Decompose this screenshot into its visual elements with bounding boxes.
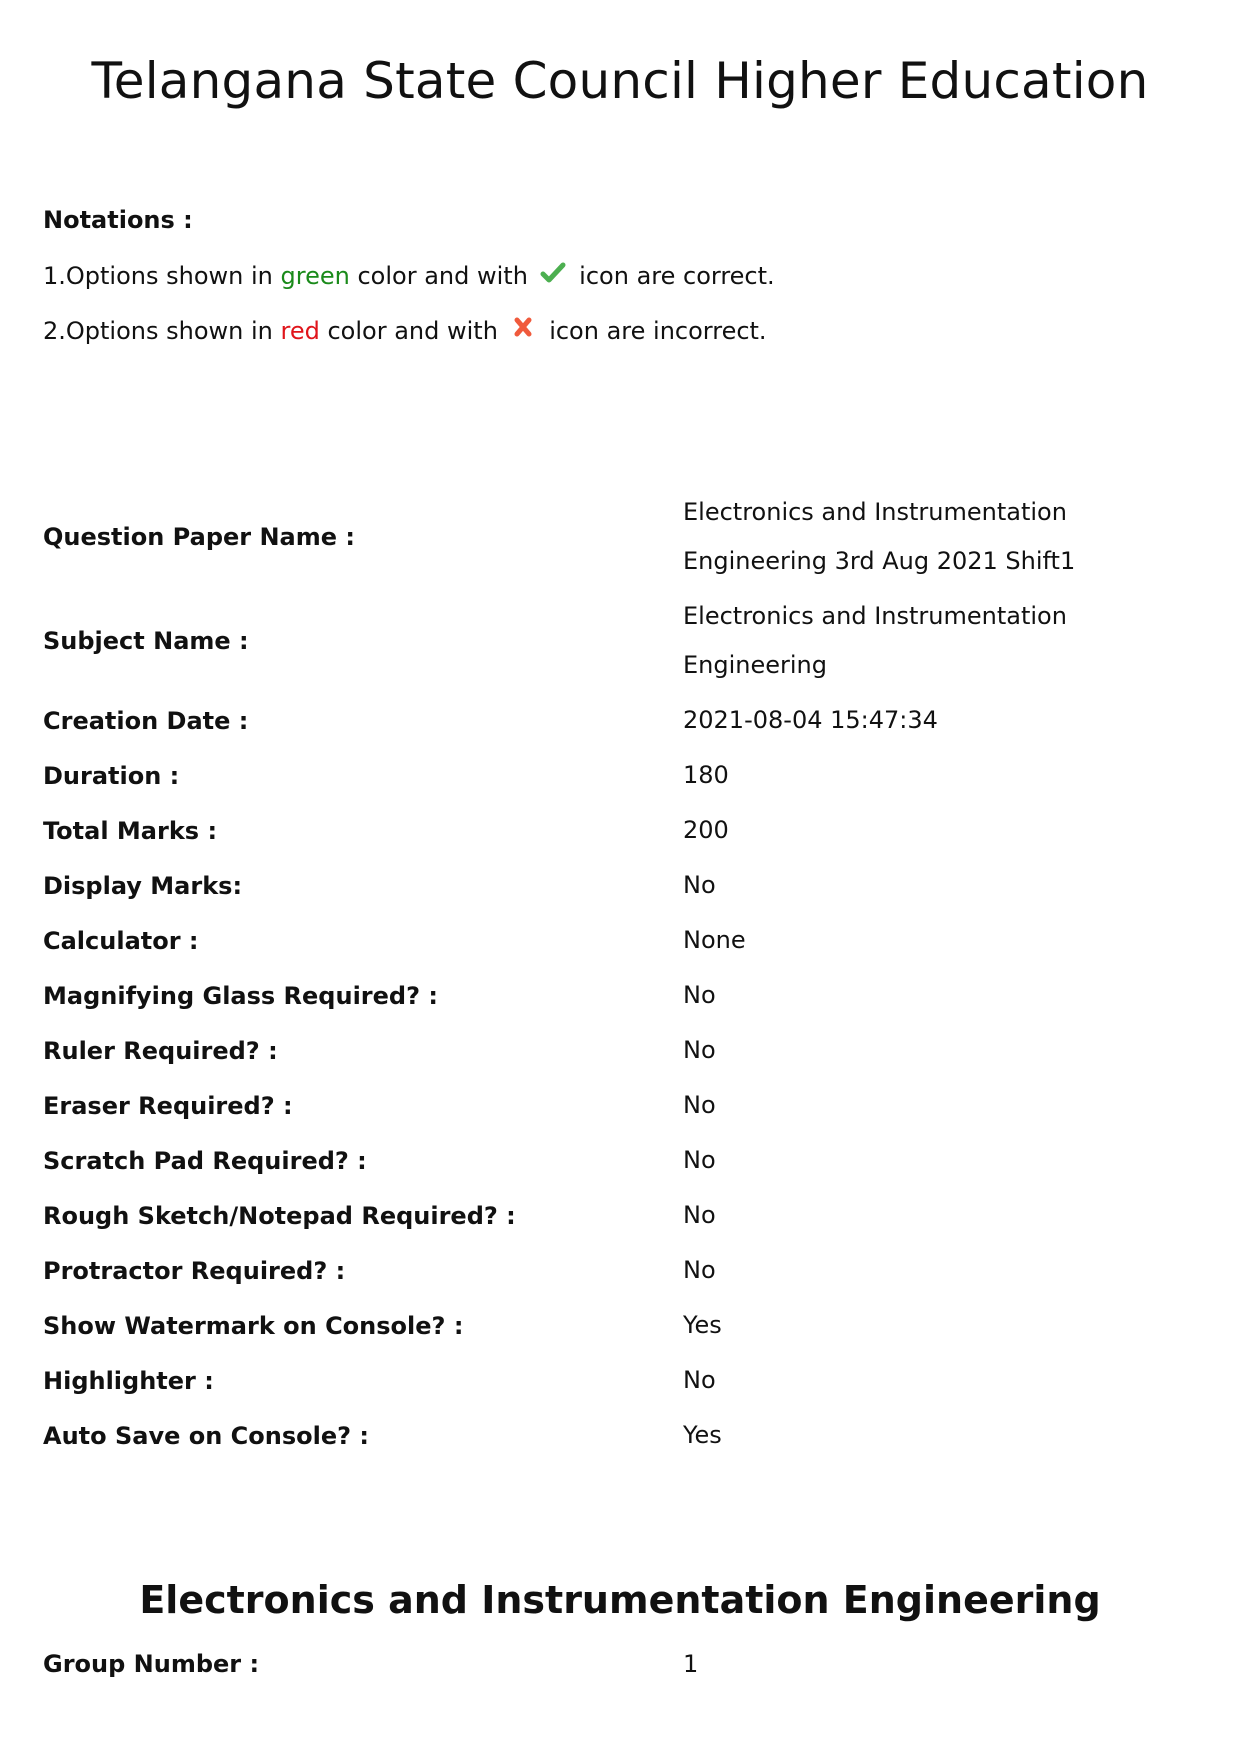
meta-label: Subject Name : [43,627,249,655]
meta-row-question-paper-name [43,485,1203,589]
meta-value [683,488,1163,586]
paper-metadata [43,485,1203,1463]
meta-value: No [683,1036,716,1064]
group-number-label: Group Number : [43,1650,260,1678]
notation-red-word: red [280,317,320,345]
notation-correct-middle: color and with [349,262,528,290]
meta-value: No [683,981,716,1009]
meta-label: Scratch Pad Required? : [43,1146,367,1175]
meta-value: No [683,1201,716,1229]
meta-row-rough-sketch [43,1188,1203,1243]
notation-incorrect-prefix: 2.Options shown in [43,317,281,345]
meta-row-eraser [43,1078,1203,1133]
meta-row-protractor [43,1243,1203,1298]
meta-label: Calculator : [43,926,199,955]
meta-value [683,592,1163,690]
meta-value-line: Electronics and Instrumentation [683,602,1067,630]
meta-row-watermark [43,1298,1203,1353]
cross-icon [510,315,536,341]
meta-value-line: Electronics and Instrumentation [683,498,1067,526]
meta-label: Magnifying Glass Required? : [43,981,438,1010]
section-title: Electronics and Instrumentation Engineering [139,1578,1101,1622]
notation-incorrect [43,317,767,345]
notations-heading: Notations : [43,206,193,234]
notation-correct-prefix: 1.Options shown in [43,262,281,290]
meta-value: 200 [683,816,729,844]
meta-label: Creation Date : [43,706,249,735]
page-title: Telangana State Council Higher Education [91,52,1149,110]
meta-value: No [683,1091,716,1119]
meta-value: 2021-08-04 15:47:34 [683,706,938,734]
notation-correct [43,262,775,290]
meta-row-scratch-pad [43,1133,1203,1188]
meta-row-auto-save [43,1408,1203,1463]
meta-label: Show Watermark on Console? : [43,1311,464,1340]
meta-value: 180 [683,761,729,789]
meta-label: Duration : [43,761,180,790]
meta-row-ruler [43,1023,1203,1078]
meta-row-calculator [43,913,1203,968]
meta-value: No [683,1256,716,1284]
meta-label: Rough Sketch/Notepad Required? : [43,1201,516,1230]
meta-value: Yes [683,1421,722,1449]
meta-label: Total Marks : [43,816,218,845]
meta-label: Display Marks: [43,871,243,900]
notation-green-word: green [280,262,350,290]
notation-correct-suffix: icon are correct. [571,262,775,290]
notation-incorrect-middle: color and with [319,317,498,345]
check-icon [540,260,566,286]
meta-value: No [683,1146,716,1174]
meta-label: Eraser Required? : [43,1091,293,1120]
meta-label: Auto Save on Console? : [43,1421,370,1450]
group-number-value: 1 [683,1650,699,1678]
meta-row-total-marks [43,803,1203,858]
meta-row-duration [43,748,1203,803]
group-number-row [43,1650,1203,1678]
meta-label: Question Paper Name : [43,523,355,551]
meta-row-display-marks [43,858,1203,913]
meta-label: Highlighter : [43,1366,214,1395]
notation-incorrect-suffix: icon are incorrect. [541,317,767,345]
meta-value: No [683,1366,716,1394]
meta-label: Protractor Required? : [43,1256,346,1285]
meta-value: Yes [683,1311,722,1339]
meta-row-subject-name [43,589,1203,693]
meta-value-line: Engineering 3rd Aug 2021 Shift1 [683,547,1076,575]
meta-row-creation-date [43,693,1203,748]
meta-value: None [683,926,746,954]
meta-label: Ruler Required? : [43,1036,278,1065]
meta-row-highlighter [43,1353,1203,1408]
meta-value-line: Engineering [683,651,827,679]
meta-row-magnifying-glass [43,968,1203,1023]
meta-value: No [683,871,716,899]
